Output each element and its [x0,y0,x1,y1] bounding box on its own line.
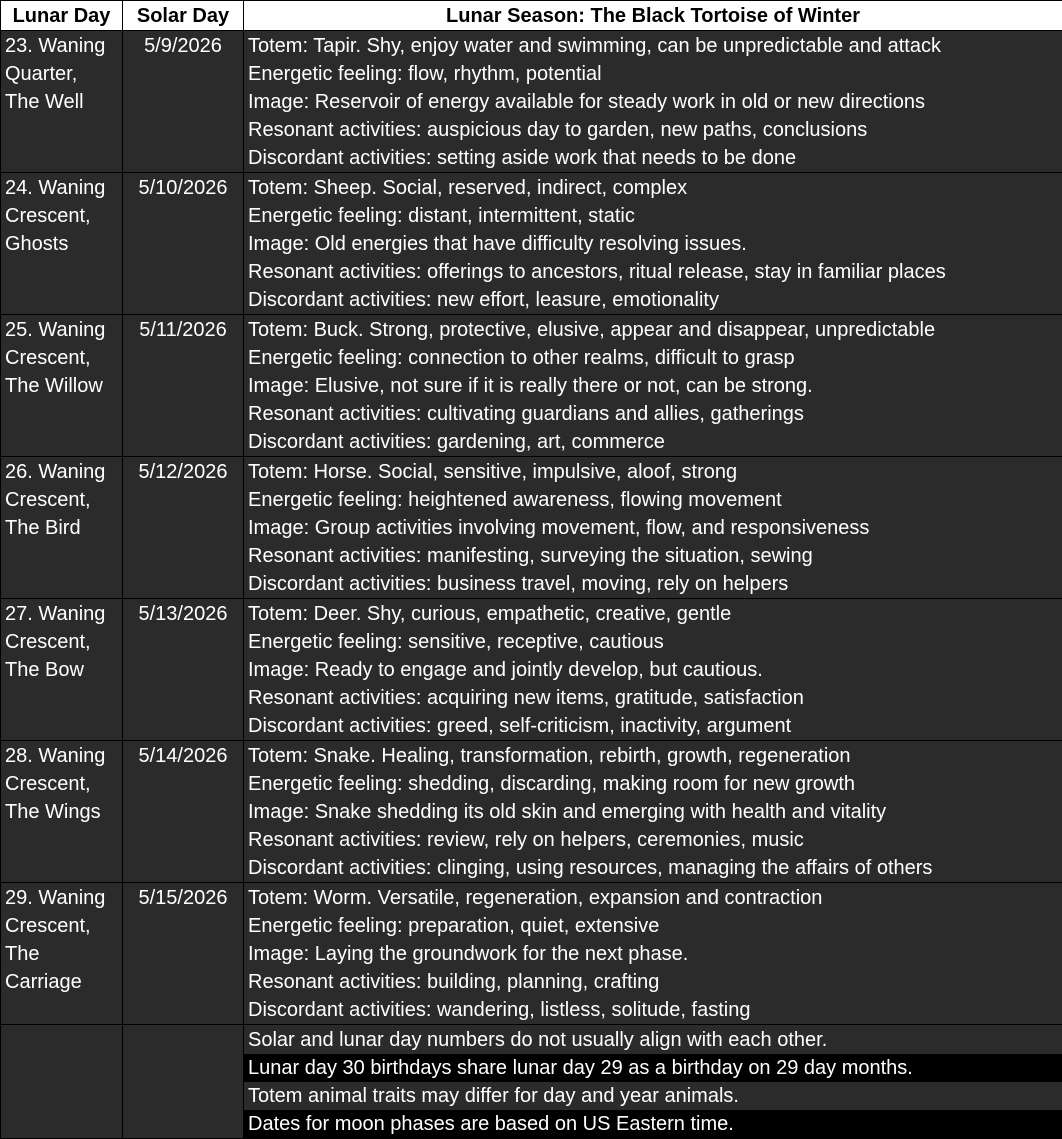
energetic-feeling-text: Energetic feeling: heightened awareness, flowing movement [248,486,1062,514]
header-row [1,1,1062,31]
details-cell [244,315,1062,457]
table-row [1,457,1062,599]
image-text: Image: Snake shedding its old skin and emerging with health and vitality [248,798,1062,826]
resonant-activities-text: Resonant activities: offerings to ancestors, ritual release, stay in familiar places [248,258,1062,286]
note-text-highlighted: Dates for moon phases are based on US Eastern time. [244,1110,1062,1138]
lunar-day-line: Carriage [5,968,122,996]
lunar-day-line: The Bow [5,656,122,684]
lunar-day-line: 28. Waning [5,742,122,770]
energetic-feeling-text: Energetic feeling: sensitive, receptive, cautious [248,628,1062,656]
lunar-day-line: Quarter, [5,60,122,88]
lunar-day-line: 26. Waning [5,458,122,486]
table-row [1,741,1062,883]
image-text: Image: Old energies that have difficulty resolving issues. [248,230,1062,258]
totem-text: Totem: Tapir. Shy, enjoy water and swimming, can be unpredictable and attack [248,32,1062,60]
table-row [1,599,1062,741]
table-row [1,173,1062,315]
solar-day-cell: 5/9/2026 [123,31,244,173]
header-lunar-day: Lunar Day [1,1,123,31]
table-row [1,31,1062,173]
discordant-activities-text: Discordant activities: business travel, moving, rely on helpers [248,570,1062,598]
totem-text: Totem: Worm. Versatile, regeneration, expansion and contraction [248,884,1062,912]
solar-day-cell: 5/14/2026 [123,741,244,883]
lunar-day-cell [1,31,123,173]
discordant-activities-text: Discordant activities: gardening, art, commerce [248,428,1062,456]
lunar-day-cell [1,457,123,599]
details-cell [244,31,1062,173]
energetic-feeling-text: Energetic feeling: preparation, quiet, extensive [248,912,1062,940]
lunar-day-cell [1,599,123,741]
empty-cell [123,1025,244,1139]
discordant-activities-text: Discordant activities: new effort, leasure, emotionality [248,286,1062,314]
resonant-activities-text: Resonant activities: building, planning, crafting [248,968,1062,996]
energetic-feeling-text: Energetic feeling: flow, rhythm, potential [248,60,1062,88]
lunar-day-cell [1,741,123,883]
discordant-activities-text: Discordant activities: clinging, using resources, managing the affairs of others [248,854,1062,882]
note-text: Totem animal traits may differ for day and year animals. [244,1082,1062,1110]
table-row [1,883,1062,1025]
image-text: Image: Elusive, not sure if it is really there or not, can be strong. [248,372,1062,400]
note-text: Solar and lunar day numbers do not usually align with each other. [244,1026,1062,1054]
lunar-day-line: The Bird [5,514,122,542]
lunar-day-line: Crescent, [5,344,122,372]
lunar-day-line: 23. Waning [5,32,122,60]
image-text: Image: Ready to engage and jointly develop, but cautious. [248,656,1062,684]
resonant-activities-text: Resonant activities: review, rely on helpers, ceremonies, music [248,826,1062,854]
resonant-activities-text: Resonant activities: acquiring new items, gratitude, satisfaction [248,684,1062,712]
lunar-day-line: 27. Waning [5,600,122,628]
solar-day-cell: 5/13/2026 [123,599,244,741]
header-solar-day: Solar Day [123,1,244,31]
header-lunar-season: Lunar Season: The Black Tortoise of Winter [244,1,1062,31]
discordant-activities-text: Discordant activities: wandering, listless, solitude, fasting [248,996,1062,1024]
lunar-day-cell [1,883,123,1025]
notes-cell [244,1025,1062,1139]
solar-day-cell: 5/12/2026 [123,457,244,599]
resonant-activities-text: Resonant activities: manifesting, surveying the situation, sewing [248,542,1062,570]
lunar-day-line: Crescent, [5,486,122,514]
note-text-highlighted: Lunar day 30 birthdays share lunar day 29 as a birthday on 29 day months. [244,1054,1062,1082]
table-row [1,315,1062,457]
totem-text: Totem: Snake. Healing, transformation, rebirth, growth, regeneration [248,742,1062,770]
discordant-activities-text: Discordant activities: setting aside work that needs to be done [248,144,1062,172]
lunar-day-line: 24. Waning [5,174,122,202]
lunar-day-cell [1,315,123,457]
totem-text: Totem: Buck. Strong, protective, elusive, appear and disappear, unpredictable [248,316,1062,344]
lunar-day-line: Crescent, [5,770,122,798]
lunar-day-line: Crescent, [5,202,122,230]
totem-text: Totem: Sheep. Social, reserved, indirect, complex [248,174,1062,202]
discordant-activities-text: Discordant activities: greed, self-criticism, inactivity, argument [248,712,1062,740]
empty-cell [1,1025,123,1139]
details-cell [244,599,1062,741]
image-text: Image: Reservoir of energy available for steady work in old or new directions [248,88,1062,116]
energetic-feeling-text: Energetic feeling: distant, intermittent, static [248,202,1062,230]
details-cell [244,741,1062,883]
totem-text: Totem: Deer. Shy, curious, empathetic, creative, gentle [248,600,1062,628]
solar-day-cell: 5/15/2026 [123,883,244,1025]
notes-row [1,1025,1062,1139]
solar-day-cell: 5/11/2026 [123,315,244,457]
lunar-day-line: The Wings [5,798,122,826]
lunar-day-line: 29. Waning [5,884,122,912]
lunar-day-line: Crescent, [5,628,122,656]
details-cell [244,883,1062,1025]
lunar-day-cell [1,173,123,315]
resonant-activities-text: Resonant activities: auspicious day to garden, new paths, conclusions [248,116,1062,144]
lunar-day-line: 25. Waning [5,316,122,344]
details-cell [244,457,1062,599]
lunar-day-line: The Willow [5,372,122,400]
resonant-activities-text: Resonant activities: cultivating guardians and allies, gatherings [248,400,1062,428]
image-text: Image: Group activities involving movement, flow, and responsiveness [248,514,1062,542]
lunar-day-line: The Well [5,88,122,116]
totem-text: Totem: Horse. Social, sensitive, impulsive, aloof, strong [248,458,1062,486]
energetic-feeling-text: Energetic feeling: shedding, discarding, making room for new growth [248,770,1062,798]
energetic-feeling-text: Energetic feeling: connection to other realms, difficult to grasp [248,344,1062,372]
image-text: Image: Laying the groundwork for the next phase. [248,940,1062,968]
details-cell [244,173,1062,315]
solar-day-cell: 5/10/2026 [123,173,244,315]
lunar-day-line: Ghosts [5,230,122,258]
lunar-day-line: Crescent, [5,912,122,940]
lunar-day-line: The [5,940,122,968]
